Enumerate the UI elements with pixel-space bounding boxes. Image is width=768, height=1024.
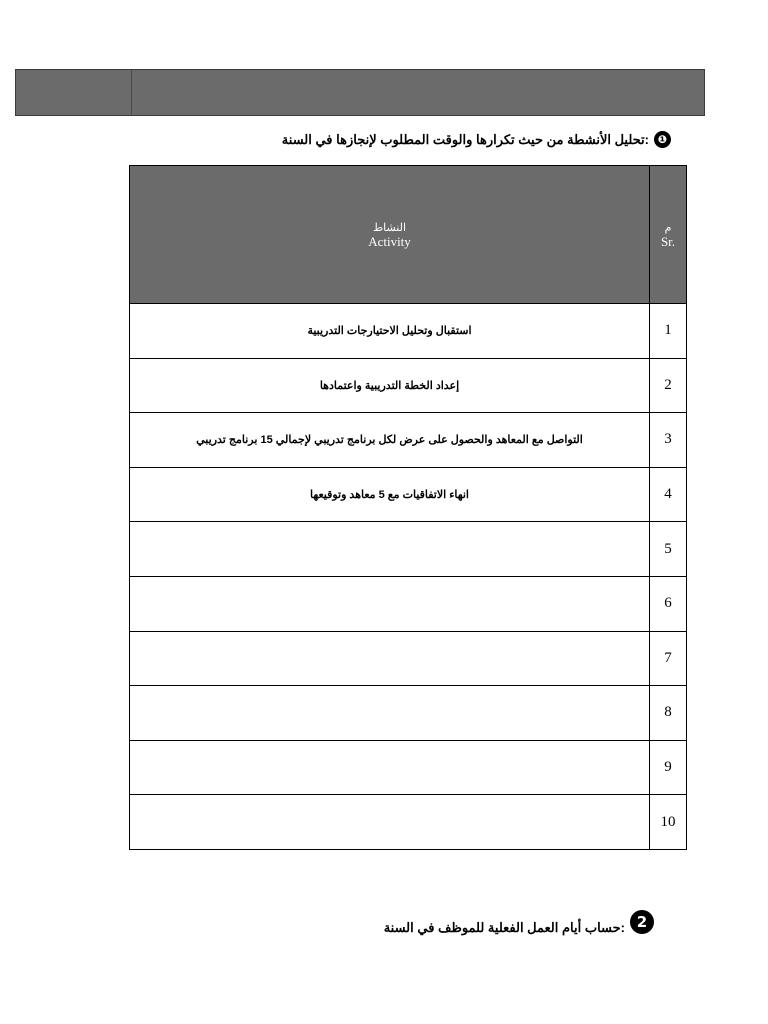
activity-header-english: Activity: [368, 233, 411, 249]
activity-column-header: [130, 166, 650, 304]
activity-cell: [130, 576, 650, 631]
table-header-row: [130, 166, 687, 304]
header-band-divider: [131, 70, 132, 116]
activity-header-arabic: النشاط: [372, 221, 407, 234]
number-two-badge-icon: 2: [630, 910, 654, 934]
header-band: [15, 69, 705, 116]
number-one-badge-icon: ❶: [654, 131, 671, 148]
section-1-title: :تحليل الأنشطة من حيث تكرارها والوقت المطلوب لإنجازها في السنة: [281, 131, 649, 147]
sr-header-arabic: م: [664, 221, 672, 234]
table-row: [130, 686, 687, 741]
sr-cell: 9: [650, 740, 687, 795]
sr-cell: 6: [650, 576, 687, 631]
table-row: [130, 467, 687, 522]
sr-cell: 7: [650, 631, 687, 686]
sr-cell: 2: [650, 358, 687, 413]
table-row: [130, 740, 687, 795]
activity-cell: التواصل مع المعاهد والحصول على عرض لكل برنامج تدريبي لإجمالي 15 برنامج تدريبي: [130, 413, 650, 468]
activity-cell: إعداد الخطة التدريبية واعتمادها: [130, 358, 650, 413]
section-1-heading: [282, 131, 671, 148]
sr-header-english: Sr.: [660, 233, 676, 249]
section-2-heading: [384, 908, 654, 936]
sr-cell: 10: [650, 795, 687, 850]
activity-cell: [130, 522, 650, 577]
table-row: [130, 795, 687, 850]
sr-cell: 3: [650, 413, 687, 468]
table-row: [130, 576, 687, 631]
section-2-title: :حساب أيام العمل الفعلية للموظف في السنة: [383, 920, 625, 935]
sr-column-header: [650, 166, 687, 304]
activity-cell: [130, 795, 650, 850]
sr-cell: 4: [650, 467, 687, 522]
table-row: [130, 413, 687, 468]
activity-table: [129, 165, 687, 850]
table-row: [130, 358, 687, 413]
activity-cell: [130, 631, 650, 686]
activity-cell: [130, 740, 650, 795]
activity-cell: [130, 686, 650, 741]
sr-cell: 1: [650, 304, 687, 359]
activity-cell: استقبال وتحليل الاحتيارجات التدريبية: [130, 304, 650, 359]
sr-cell: 8: [650, 686, 687, 741]
table-row: [130, 522, 687, 577]
table-row: [130, 631, 687, 686]
activity-cell: انهاء الاتفاقيات مع 5 معاهد وتوقيعها: [130, 467, 650, 522]
sr-cell: 5: [650, 522, 687, 577]
table-row: [130, 304, 687, 359]
